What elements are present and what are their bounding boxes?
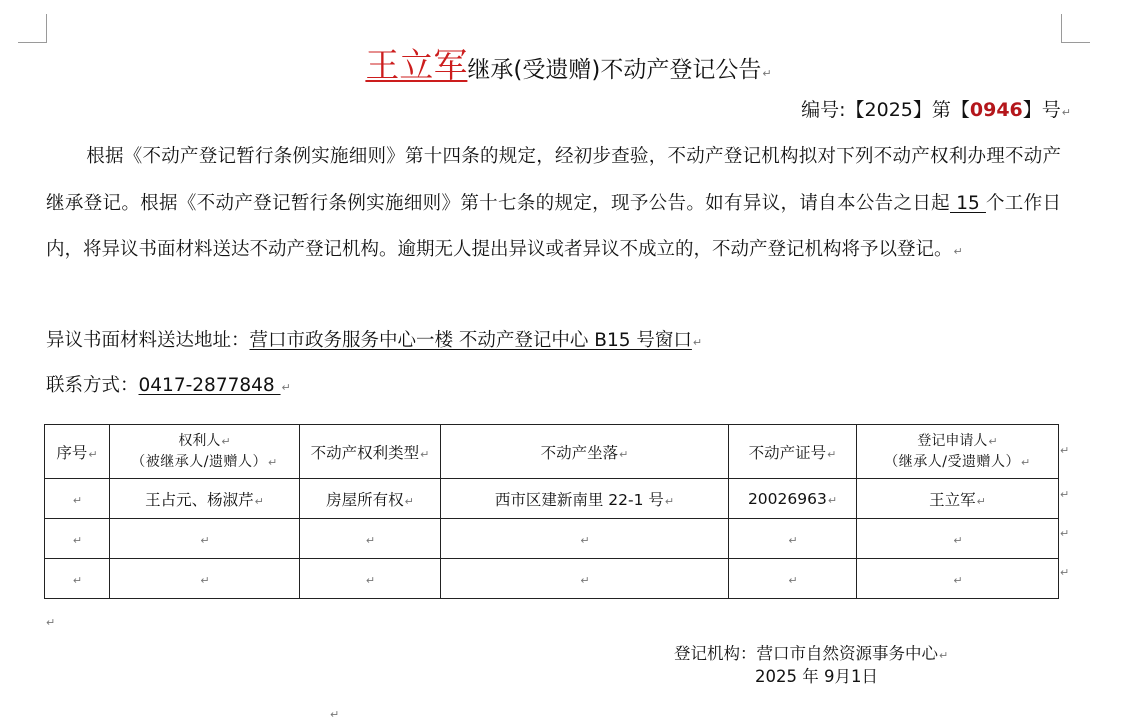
contact-phone: 0417-2877848 <box>138 375 281 396</box>
contact-label: 联系方式： <box>46 375 139 396</box>
cell-empty: ↵ <box>857 559 1059 599</box>
page-corner-top-left <box>18 14 47 43</box>
paragraph-mark: ↵ <box>692 336 703 349</box>
table-header-row <box>45 425 1059 479</box>
docno-prefix: 编号:【2025】第【 <box>801 99 970 121</box>
cell-empty: ↵ <box>729 559 857 599</box>
body-days: 15 <box>950 192 986 214</box>
cell-empty: ↵ <box>729 519 857 559</box>
address-label: 异议书面材料送达地址： <box>46 330 250 351</box>
cell-right-type: 房屋所有权↵ <box>300 479 441 519</box>
paragraph-mark: ↵ <box>1061 106 1071 119</box>
header-right-type: 不动产权利类型↵ <box>300 425 441 479</box>
paragraph-mark: ↵ <box>281 381 291 394</box>
cell-empty: ↵ <box>45 559 110 599</box>
row-end-mark: ↵ <box>1060 488 1070 501</box>
cell-empty: ↵ <box>441 559 729 599</box>
cell-holder: 王占元、杨淑芹↵ <box>110 479 300 519</box>
paragraph-mark: ↵ <box>953 245 963 258</box>
header-seq: 序号↵ <box>45 425 110 479</box>
registration-agency: 登记机构：营口市自然资源事务中心↵ <box>674 644 949 663</box>
cell-seq: ↵ <box>45 479 110 519</box>
body-part1: 根据《不动产登记暂行条例实施细则》第十四条的规定，经初步查验，不动产登记机构拟对下列不动产权利办理不动产继承登记。根据《不动产登记暂行条例实施细则》第十七条的规定，现予公告。如有异议，请自本公告之日起 <box>46 146 1061 214</box>
page-corner-top-right <box>1061 14 1090 43</box>
cell-location: 西市区建新南里 22-1 号↵ <box>441 479 729 519</box>
notice-title <box>0 44 1137 96</box>
title-name: 王立军 <box>365 46 468 86</box>
paragraph-mark: ↵ <box>762 67 772 80</box>
property-table <box>44 424 1059 599</box>
row-end-mark: ↵ <box>1060 566 1070 579</box>
header-holder-line2: （被继承人/遗赠人）↵ <box>131 453 278 470</box>
objection-address <box>46 326 702 358</box>
cell-empty: ↵ <box>300 519 441 559</box>
table-row <box>45 559 1059 599</box>
docno-number: 0946 <box>969 99 1023 121</box>
cell-cert-no: 20026963↵ <box>729 479 857 519</box>
contact-info <box>46 371 291 403</box>
cell-empty: ↵ <box>110 559 300 599</box>
document-number <box>801 94 1071 129</box>
header-applicant <box>857 425 1059 479</box>
body-part2: 个工作日内，将异议书面材料送达不动产登记机构。逾期无人提出异议或者异议不成立的，不动产登记机构将予以登记。 <box>46 192 1061 260</box>
table-row <box>45 479 1059 519</box>
paragraph-mark: ↵ <box>46 616 56 629</box>
cell-empty: ↵ <box>45 519 110 559</box>
header-applicant-line2: （继承人/受遗赠人）↵ <box>884 453 1031 470</box>
row-end-mark: ↵ <box>1060 444 1070 457</box>
title-text: 继承(受遗赠)不动产登记公告 <box>467 57 762 83</box>
cell-applicant: 王立军↵ <box>857 479 1059 519</box>
header-cert-no: 不动产证号↵ <box>729 425 857 479</box>
cell-empty: ↵ <box>441 519 729 559</box>
header-location: 不动产坐落↵ <box>441 425 729 479</box>
row-end-mark: ↵ <box>1060 527 1070 540</box>
table-row <box>45 519 1059 559</box>
header-applicant-line1: 登记申请人↵ <box>917 432 998 449</box>
header-holder-line1: 权利人↵ <box>178 432 231 449</box>
cell-empty: ↵ <box>110 519 300 559</box>
cell-empty: ↵ <box>300 559 441 599</box>
address-value: 营口市政务服务中心一楼 不动产登记中心 B15 号窗口 <box>249 330 692 351</box>
docno-suffix: 】号 <box>1022 99 1061 121</box>
header-holder <box>110 425 300 479</box>
notice-date: 2025 年 9月1日 <box>755 667 878 686</box>
paragraph-mark: ↵ <box>330 708 340 721</box>
cell-empty: ↵ <box>857 519 1059 559</box>
notice-body <box>46 134 1061 276</box>
